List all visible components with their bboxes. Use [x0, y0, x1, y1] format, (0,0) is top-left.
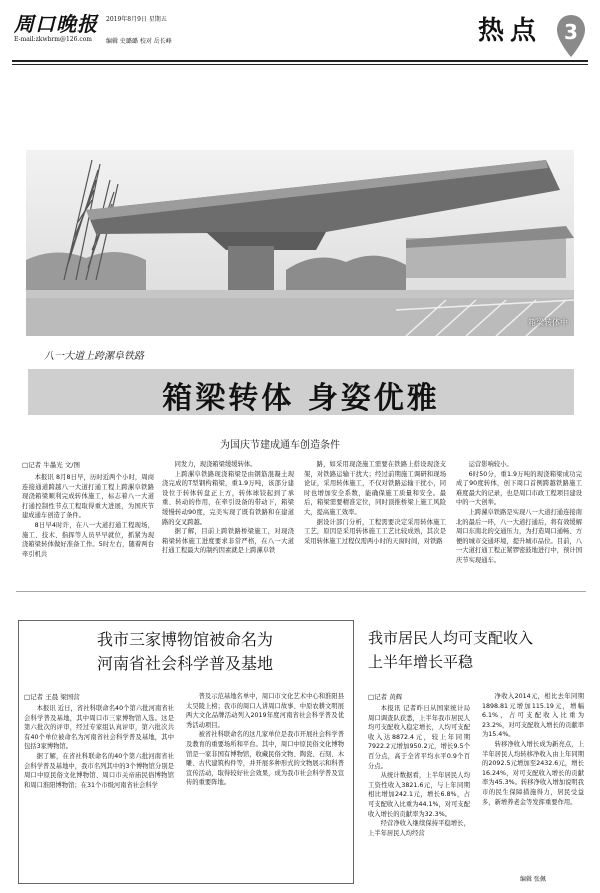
article-headline: 箱梁转体 身姿优雅 — [162, 381, 440, 416]
paragraph: 据设计部门分析，工程需要决定采用转体施工工艺，原因是采用转体施工工艺比较成熟，其次是采用转体施工过程仅需两小时的天窗时间，对铁路 — [304, 518, 446, 545]
article-column-1 — [22, 473, 154, 559]
title-line: 我市居民人均可支配收入 — [368, 629, 534, 647]
article-column-2 — [162, 460, 294, 556]
article-column-4 — [456, 460, 582, 566]
bridge-illustration — [26, 150, 574, 336]
section-title: 热点 — [478, 16, 543, 46]
article-byline: □记者 牛墨光 文/图 — [22, 461, 80, 469]
page-number-badge — [556, 14, 586, 58]
paragraph: 被省社科联命名的这几家单位是我市开展社会科学普及教育的重要场所和平台。其中，周口中原民俗文化博物馆是一家非国有博物馆，收藏民俗文物、陶瓷、石刻、木雕、古代建筑构件等，并开展多种形式的文物展示和科普宣传活动，取得较好社会效果，成为我市社会科学普及宣传的重要阵地。 — [186, 731, 344, 787]
museum-column-1 — [24, 704, 174, 790]
issue-date: 2019年8月9日 星期五 — [106, 16, 167, 23]
headline-banner — [28, 369, 574, 415]
title-line: 河南省社会科学普及基地 — [96, 654, 273, 673]
paragraph: 从统计数据看，上半年居民人均工资性收入3821.6元，与上年同期相比增加242.1元，增长6.8%，占可支配收入比重为44.1%，对可支配收入增长的贡献率为32.3%。 — [368, 772, 470, 818]
masthead-rule — [12, 60, 588, 62]
bridge-photo — [26, 150, 574, 336]
paragraph: 8日早4时许，在八一大道打通工程现场，施工、技术、指挥等人员早早就位，抓紧为现浇箱梁转体做好准备工作。5时左右，随着两台牵引机共 — [22, 521, 154, 558]
paragraph: 转移净收入增长成为新亮点，上半年居民人均转移净收入由上年同期的2092.5元增加至2432.6元，增长16.24%，对可支配收入增长的贡献率为45.3%。转移净收入增加说明我市的民生保障措施得力，居民受益多，新增养老金等发挥重要作用。 — [482, 740, 584, 806]
article-column-3 — [304, 460, 446, 546]
paragraph: 上跨漯阜铁路现浇箱梁是由钢筋混凝土现浇完成的T型钢构箱梁，重1.9万吨，该部分建设位于转体转盘正上方，转体球铰起到了承重、转动的作用，在牵引设备的带动下，箱梁缓慢转动90度，完美实现了既有铁路和在建道路的交叉跨越。 — [162, 470, 294, 526]
paragraph: 经营净收入继续保持平稳增长，上半年居民人均经营 — [368, 820, 470, 837]
museum-column-2 — [186, 692, 344, 788]
paragraph: 据了解，在省社科联命名的40个第六批河南省社会科学普及基地中，我市名列其中的3个博物馆分别是周口中原民俗文化博物馆、周口市关帝庙民俗博物馆和周口淮阳博物馆；在31个市级河南省社会科学 — [24, 752, 174, 789]
article-kicker: 八一大道上跨漯阜铁路 — [44, 351, 144, 362]
paragraph: 本报讯 8月8日早，历时近两个小时，周商连接通道跨越八一大道打通工程上跨漯阜铁路现浇箱梁顺利完成转体施工，标志着八一大道打通控制性节点工程取得重大进展，为国庆节建成通车创造了条件。 — [22, 474, 154, 520]
paragraph: 同发力，现浇箱梁缓缓转体。 — [174, 461, 257, 468]
page-number: 3 — [564, 20, 578, 44]
paragraph: 运营影响较小。 — [468, 461, 513, 468]
income-column-2 — [482, 692, 584, 807]
article-deck: 为国庆节建成通车创造条件 — [220, 440, 340, 451]
paragraph: 本报讯 近日，省社科联命名40个第六批河南省社会科学普及基地，其中周口市三家博物馆入选。这是第六批次的评审，经过专家组认真评审，第六批次共有40个单位被命名为河南省社会科学普及基地，其中包括3家博物馆。 — [24, 705, 174, 751]
paragraph: 本报讯 记者昨日从国家统计局周口调查队获悉，上半年我市居民人均可支配收入稳定增长，人均可支配收入达8872.4元，较上年同期7922.2元增加950.2元，增长9.5个百分点，高于全省平均水平0.9个百分点。 — [368, 705, 470, 770]
contact-email: E-mail:zkwbrm@126.com — [14, 36, 92, 43]
income-article-title — [368, 626, 584, 674]
editor-credit: 编辑 张佩 — [520, 876, 546, 883]
newspaper-logo: 周口晚报 — [14, 12, 98, 36]
title-line: 我市三家博物馆被命名为 — [96, 630, 273, 649]
masthead-rule-thin — [12, 64, 588, 65]
paragraph: 路，如采用现浇施工需要在铁路上搭设现浇支架，对铁路运输干扰大；经过前期施工调研和现场论证，采用转体施工，不仅对铁路运输干扰小，同时也增加安全系数，能确保施工质量和安全。最后，箱梁需要精准定位，同时顶推桥梁上施工风险大，提高施工效率。 — [304, 461, 446, 516]
paragraph: 上跨漯阜铁路是实现八一大道打通连接南北的最后一环，八一大道打通后，将有效缓解周口东南北的交通压力，为打造周口通畅、方便的城市交通环境，提升城市品位。目前，八一大道打通工程正紧锣密鼓地进行中，预计国庆节实现通车。 — [456, 508, 582, 564]
title-line: 上半年增长平稳 — [368, 653, 474, 671]
museum-article-title — [18, 628, 352, 676]
paragraph: 据了解，目前上跨铁路桥梁施工，对现浇箱梁转体施工进度要求非常严格，在八一大道打通工程最大的制约因素就是上跨漯阜铁 — [162, 528, 294, 555]
paragraph: 净收入2014元，相比去年同期1898.81元增加115.19元，增幅6.1%，占可支配收入比重为23.2%，对可支配收入增长的贡献率为15.4%。 — [482, 693, 584, 739]
photo-caption: 箱梁转体中 — [528, 318, 568, 327]
income-column-1 — [368, 704, 470, 838]
page-editors: 编辑 史璐璐 校对 岳长峰 — [106, 38, 172, 45]
paragraph: 普及示范基地名单中，周口市文化艺术中心和淮阳县太昊陵上榜；我市的周口人讲周口故事、中原农耕文明展两大文化品牌活动列入2019年度河南省社会科学普及优秀活动项目。 — [186, 693, 344, 729]
paragraph: 6时50分，重1.9万吨的现浇箱梁成功完成了90度转体，创下周口首例跨越铁路施工难度最大的记录，也是周口市政工程项目建设中的一大创举。 — [456, 470, 582, 507]
income-byline: □记者 黄辉 — [368, 693, 403, 701]
museum-byline: □记者 王晨 梁国营 — [24, 693, 80, 701]
